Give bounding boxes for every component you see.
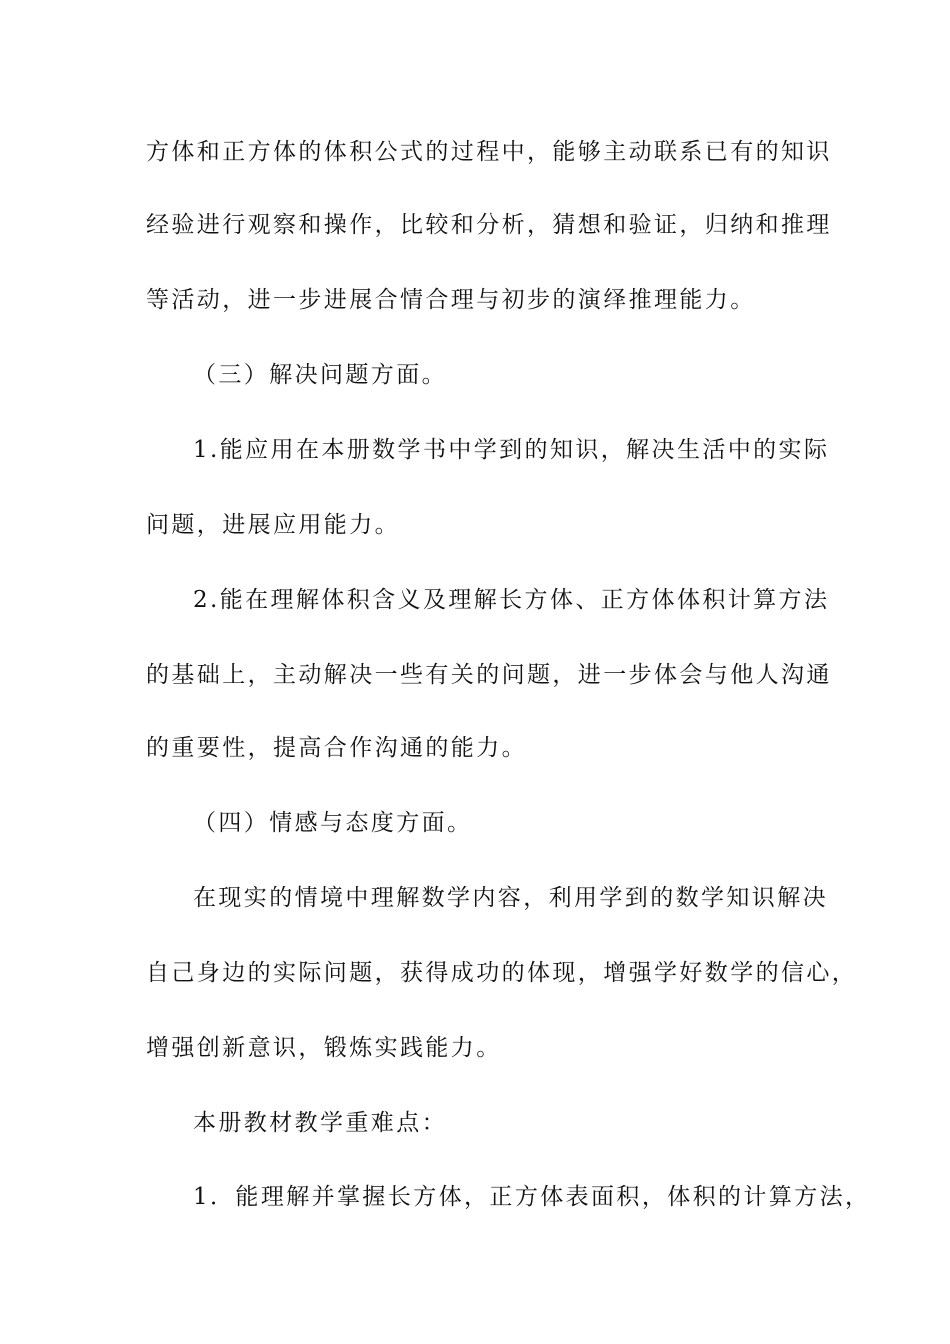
paragraph-line: 问题，进展应用能力。 — [146, 512, 400, 538]
paragraph-line: 增强创新意识，锻炼实践能力。 — [146, 1035, 502, 1061]
paragraph-line: 1．能理解并掌握长方体，正方体表面积，体积的计算方法， — [193, 1184, 871, 1210]
paragraph-line: 在现实的情境中理解数学内容，利用学到的数学知识解决 — [193, 885, 828, 911]
paragraph-line: 1.能应用在本册数学书中学到的知识，解决生活中的实际 — [193, 437, 830, 463]
paragraph-line: 的重要性，提高合作沟通的能力。 — [146, 735, 527, 761]
paragraph-line: 等活动，进一步进展合情合理与初步的演绎推理能力。 — [146, 287, 756, 313]
paragraph-line: 经验进行观察和操作，比较和分析，猜想和验证，归纳和推理 — [146, 212, 832, 238]
paragraph-line: 2.能在理解体积含义及理解长方体、正方体体积计算方法 — [193, 587, 830, 613]
paragraph-line: 方体和正方体的体积公式的过程中，能够主动联系已有的知识 — [146, 139, 832, 165]
paragraph-line: 的基础上，主动解决一些有关的问题，进一步体会与他人沟通 — [146, 662, 832, 688]
paragraph-line: 自己身边的实际问题，获得成功的体现，增强学好数学的信心， — [146, 960, 858, 986]
section-heading: 本册教材教学重难点： — [193, 1110, 447, 1136]
section-heading: （四）情感与态度方面。 — [193, 810, 473, 836]
section-heading: （三）解决问题方面。 — [193, 362, 447, 388]
